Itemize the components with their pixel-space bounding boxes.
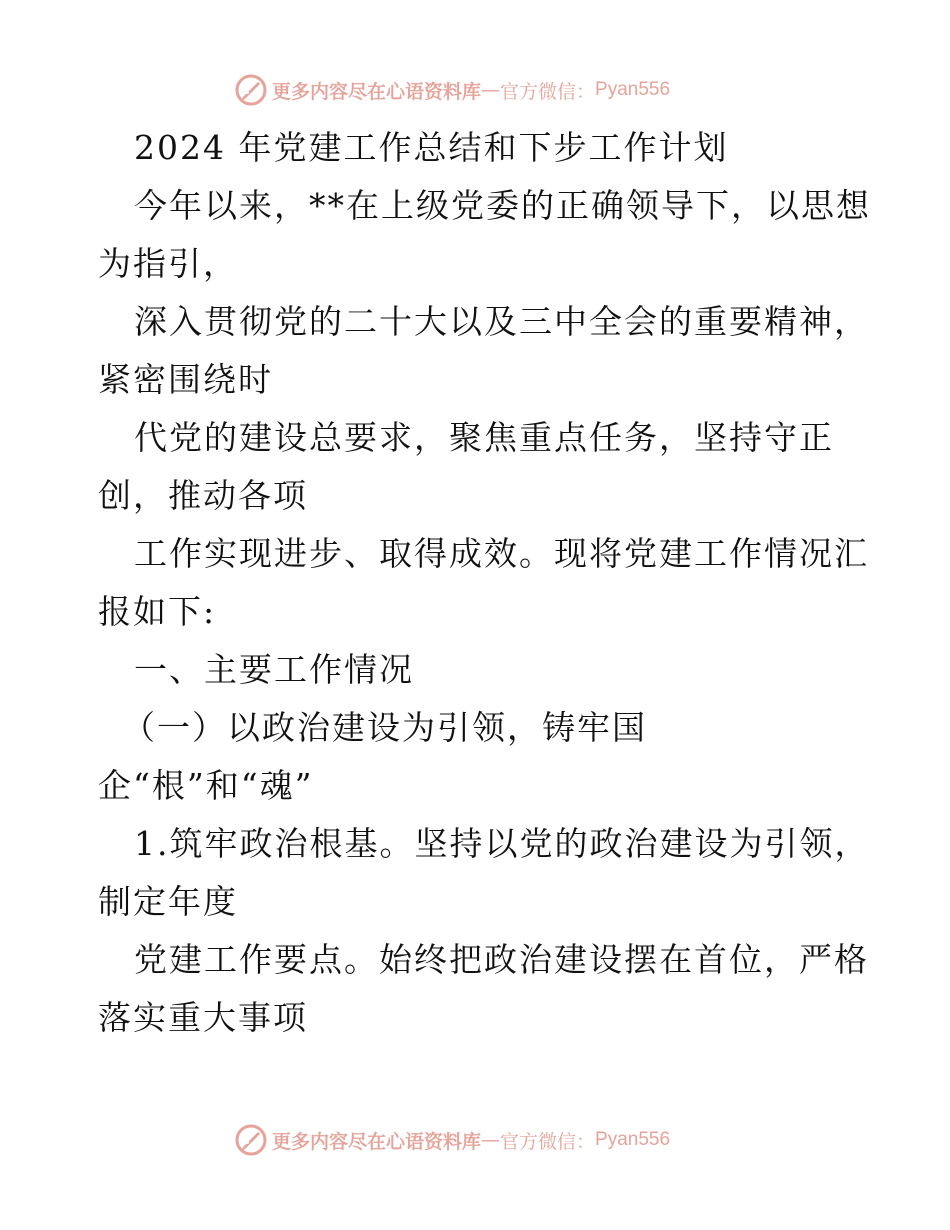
paragraph-line: 紧密围绕时 — [98, 360, 273, 399]
watermark-wechat-label: 官方微信： — [500, 1130, 596, 1153]
paragraph-line: 工作实现进步、取得成效。现将党建工作情况汇 — [134, 534, 869, 573]
paragraph-line: 党建工作要点。始终把政治建设摆在首位，严格 — [134, 940, 869, 979]
watermark-wechat-label: 官方微信： — [500, 80, 596, 103]
paragraph-line: 创，推动各项 — [98, 476, 308, 515]
paragraph-line: 1.筑牢政治根基。坚持以党的政治建设为引领， — [134, 824, 870, 863]
paragraph-line: 落实重大事项 — [98, 998, 308, 1037]
watermark-wechat-id: Pyan556 — [595, 79, 671, 100]
paragraph-line: 今年以来，**在上级党委的正确领导下，以思想 — [134, 186, 871, 225]
document-title: 2024 年党建工作总结和下步工作计划 — [134, 128, 729, 167]
watermark-wechat-id: Pyan556 — [595, 1129, 671, 1150]
watermark-banner-bottom — [234, 1122, 714, 1158]
subsection-heading: （一）以政治建设为引领，铸牢国 — [122, 708, 647, 747]
watermark-dash: — — [481, 1129, 501, 1151]
quill-logo-icon — [234, 73, 268, 107]
subsection-heading-cont: 企“根”和“魂” — [98, 766, 314, 805]
paragraph-line: 深入贯彻党的二十大以及三中全会的重要精神， — [134, 302, 869, 341]
section-heading: 一、主要工作情况 — [134, 650, 414, 689]
paragraph-line: 代党的建设总要求，聚焦重点任务，坚持守正 — [134, 418, 834, 457]
watermark-text: 更多内容尽在心语资料库 — [272, 80, 482, 103]
paragraph-line: 制定年度 — [98, 882, 238, 921]
watermark-banner-top — [234, 72, 714, 108]
quill-logo-icon — [234, 1123, 268, 1157]
watermark-text: 更多内容尽在心语资料库 — [272, 1130, 482, 1153]
watermark-dash: — — [481, 79, 501, 101]
paragraph-line: 为指引， — [98, 244, 238, 283]
paragraph-line: 报如下: — [98, 592, 217, 631]
